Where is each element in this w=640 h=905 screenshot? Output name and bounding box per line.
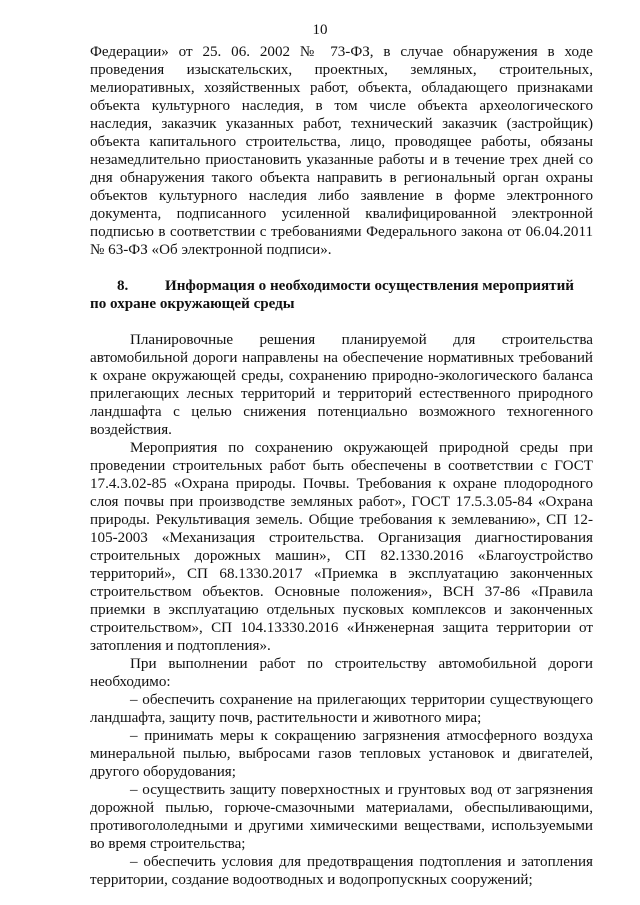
paragraph-requirements-intro: При выполнении работ по строительству автомобильной дороги необходимо: [90,656,593,690]
list-item-landscape: – обеспечить сохранение на прилегающих территории существующего ландшафта, защиту почв, растительности и животного мира; [90,692,593,726]
section-title: Информация о необходимости осуществления мероприятий по охране окружающей среды [90,278,574,312]
section-number: 8. [117,278,129,294]
list-item-water: – осуществить защиту поверхностных и грунтовых вод от загрязнения дорожной пылью, горюче-смазочными материалами, обеспыливающими, противогололедными и другими химическими веществами, используемыми во время строительства; [90,782,593,852]
page-number: 10 [312,22,328,38]
continued-paragraph: Федерации» от 25. 06. 2002 № 73-ФЗ, в случае обнаружения в ходе проведения изыскательских, проектных, земляных, строительных, мелиоративных, хозяйственных работ, объекта, обладающего признаками объекта культурного наследия, в том числе объекта археологического наследия, заказчик указанных работ, технический заказчик (застройщик) объекта капитального строительства, лицо, проводящее работы, обязаны незамедлительно приостановить указанные работы и в течение трех дней со дня обнаружения такого объекта направить в региональный орган охраны объектов культурного наследия либо заявление в форме электронного документа, подписанного усиленной квалифицированной электронной подписью в соответствии с требованиями Федерального закона от 06.04.2011 № 63-ФЗ «Об электронной подписи». [90,44,593,258]
list-item-air: – принимать меры к сокращению загрязнения атмосферного воздуха минеральной пылью, выбросами газов тепловых установок и двигателей, другого оборудования; [90,728,593,780]
document-body [90,43,593,889]
paragraph-measures: Мероприятия по сохранению окружающей природной среды при проведении строительных работ быть обеспечены в соответствии с ГОСТ 17.4.3.02-85 «Охрана природы. Почвы. Требования к охране плодородного слоя почвы при производстве земляных работ», ГОСТ 17.5.3.05-84 «Охрана природы. Рекультивация земель. Общие требования к землеванию», СП 12-105-2003 «Механизация строительства. Организация диагностирования строительных дорожных машин», СП 82.1330.2016 «Благоустройство территорий», СП 68.1330.2017 «Приемка в эксплуатацию законченных строительством объектов. Основные положения», ВСН 37-86 «Правила приемки в эксплуатацию отдельных пусковых комплексов и законченных строительством», СП 104.13330.2016 «Инженерная защита территории от затопления и подтопления». [90,440,593,654]
paragraph-planning: Планировочные решения планируемой для строительства автомобильной дороги направлены на обеспечение нормативных требований к охране окружающей среды, сохранению природно-экологического баланса прилегающих лесных территорий и территорий естественного природного ландшафта с целью снижения потенциально возможного техногенного воздействия. [90,332,593,438]
section-heading [90,277,593,313]
list-item-flooding: – обеспечить условия для предотвращения подтопления и затопления территории, создание водоотводных и водопропускных сооружений; [90,854,593,888]
